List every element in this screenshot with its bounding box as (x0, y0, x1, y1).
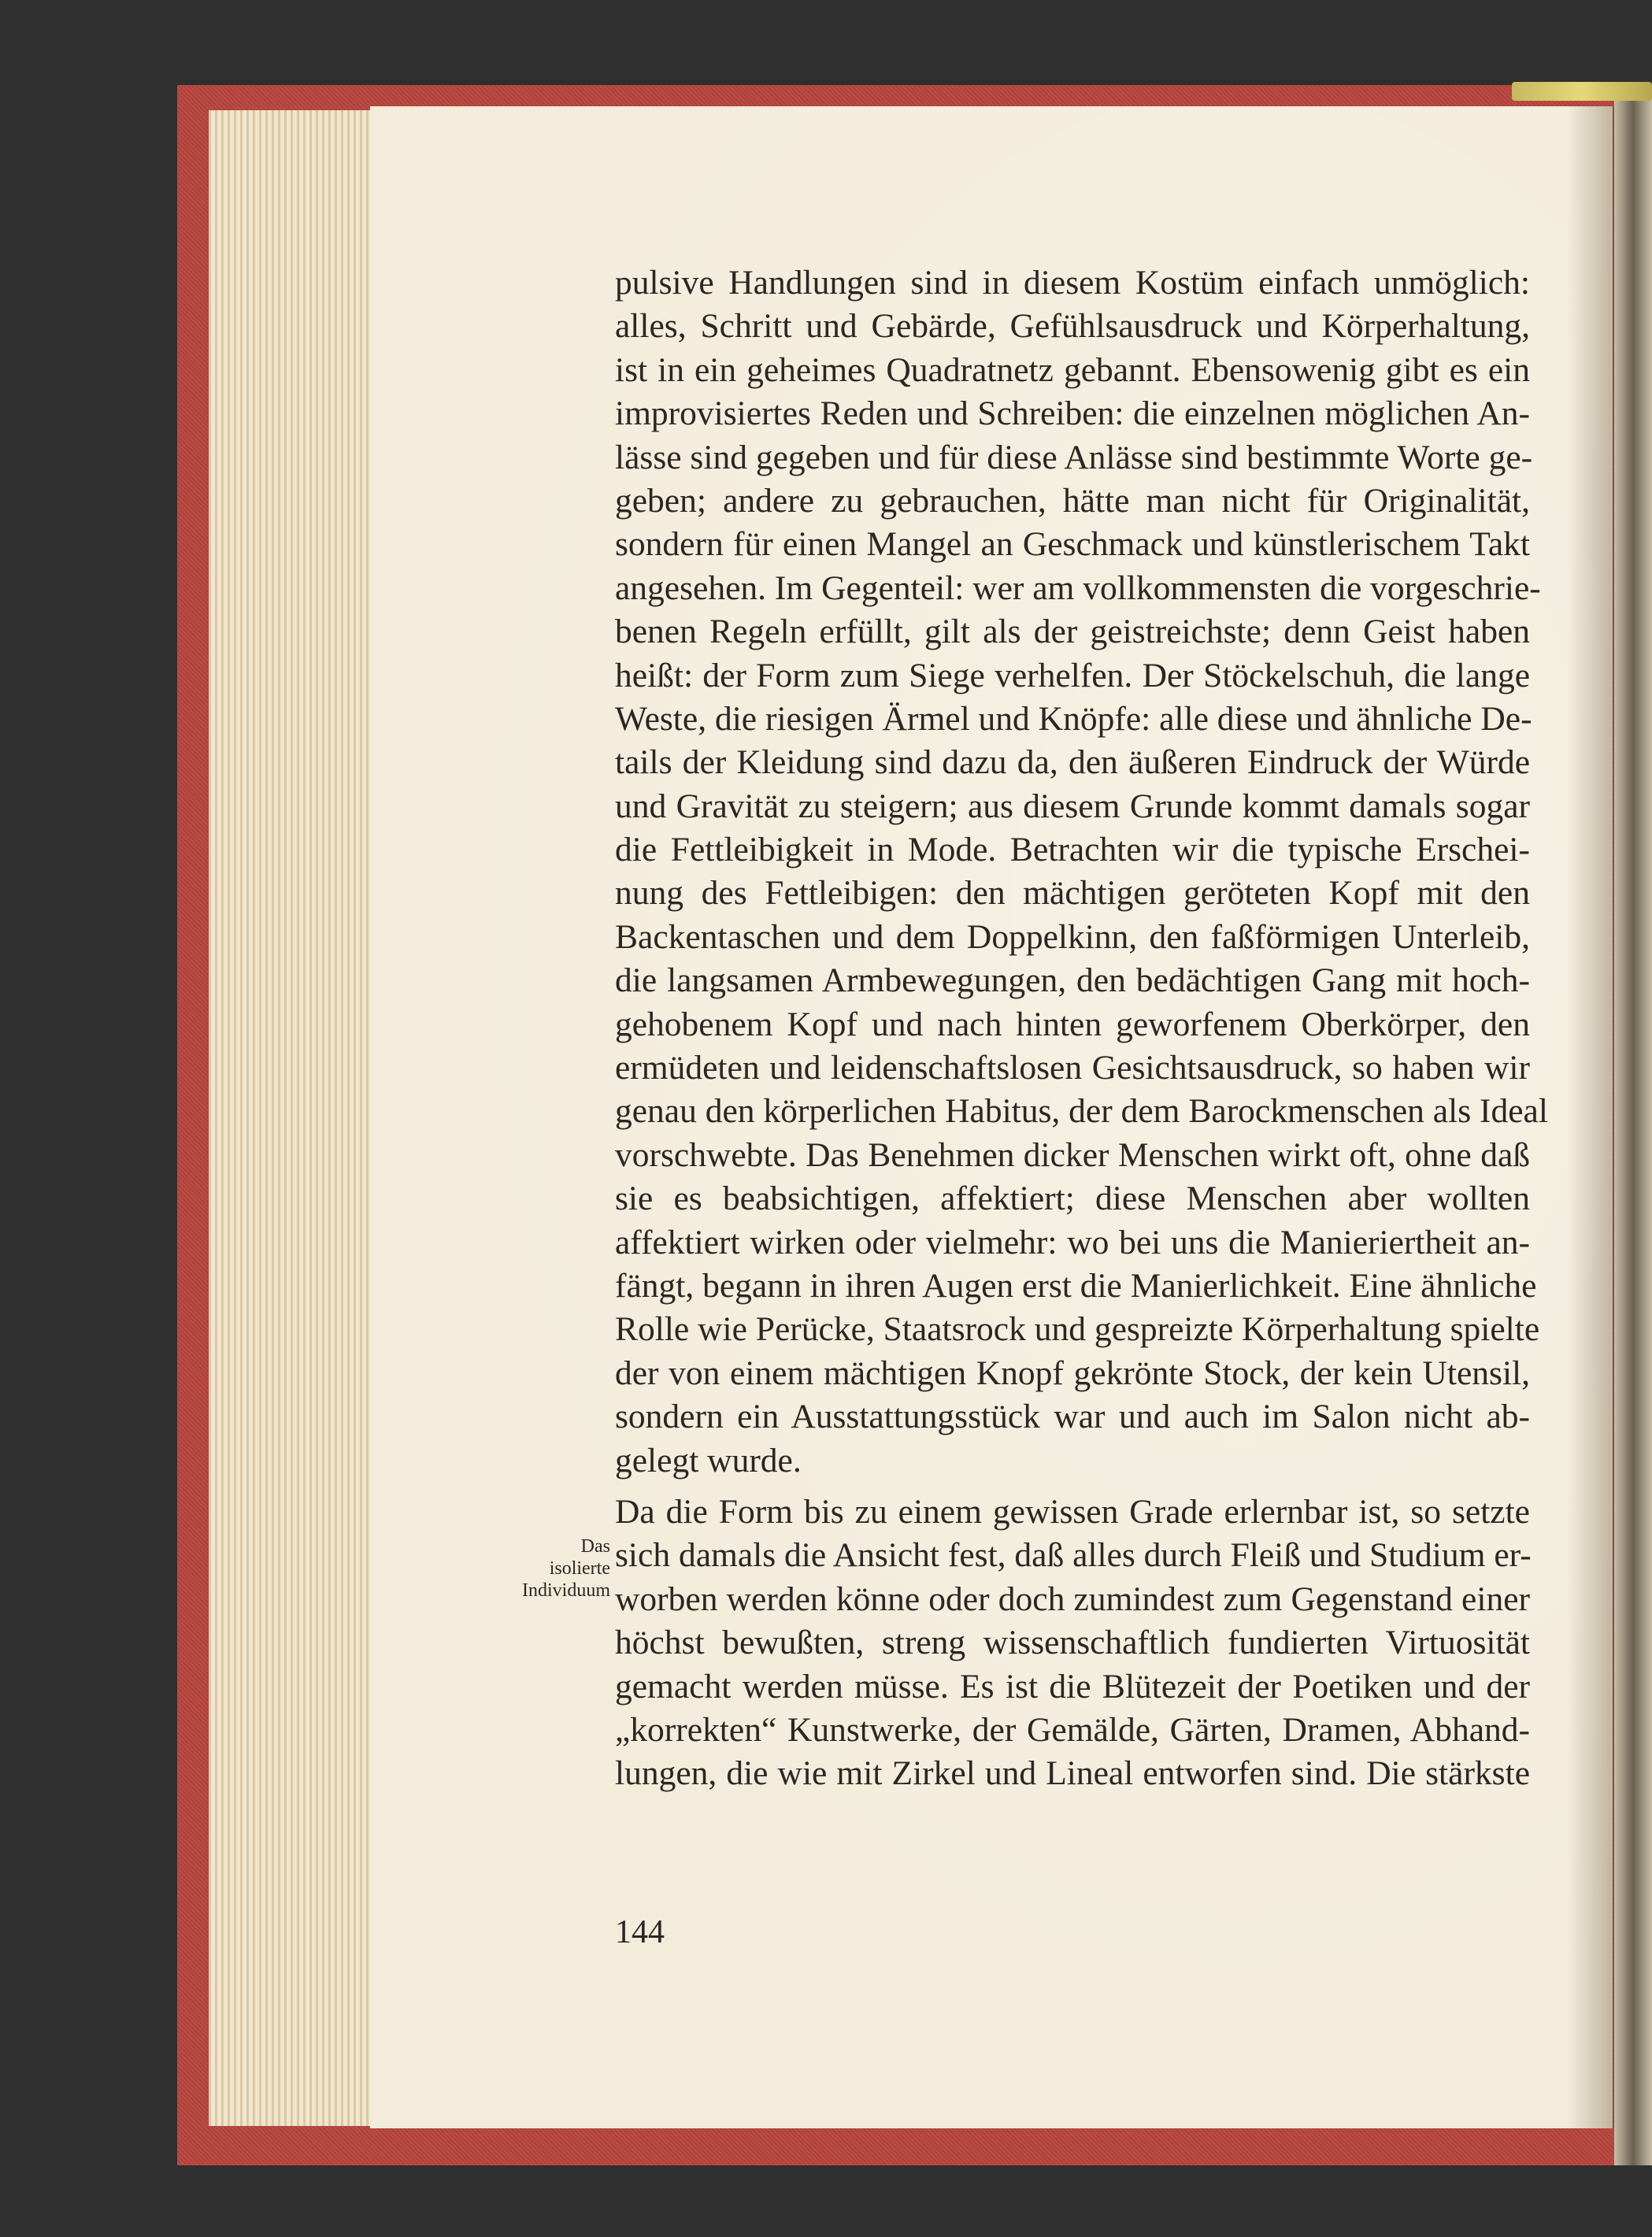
text-line: die langsamen Armbewegungen, den bedächtigen Gang mit hoch- (615, 961, 1530, 1000)
text-line: gehobenem Kopf und nach hinten geworfenem Oberkörper, den (615, 1005, 1530, 1043)
text-line: pulsive Handlungen sind in diesem Kostüm einfach unmöglich: (615, 264, 1530, 302)
text-line: Da die Form bis zu einem gewissen Grade erlernbar ist, so setzte (615, 1492, 1530, 1531)
margin-note-line: isolierte (549, 1558, 610, 1579)
text-line: die Fettleibigkeit in Mode. Betrachten wir die typische Erschei- (615, 831, 1530, 869)
text-line: Backentaschen und dem Doppelkinn, den faßförmigen Unterleib, (615, 917, 1530, 956)
text-line: gemacht werden müsse. Es ist die Blütezeit der Poetiken und der (615, 1667, 1530, 1706)
margin-note-line: Individuum (522, 1580, 610, 1601)
text-line: Rolle wie Perücke, Staatsrock und gespreizte Körperhaltung spielte (615, 1310, 1540, 1349)
margin-note-line: Das (580, 1536, 610, 1557)
page-gutter-shadow (1567, 106, 1614, 2128)
page-stack-edges (209, 110, 374, 2126)
text-line: fängt, begann in ihren Augen erst die Manierlichkeit. Eine ähnliche (615, 1266, 1537, 1305)
page-number: 144 (615, 1914, 665, 1950)
text-line: ist in ein geheimes Quadratnetz gebannt. Ebensowenig gibt es ein (615, 350, 1530, 389)
text-line: vorschwebte. Das Benehmen dicker Menschen wirkt oft, ohne daß (615, 1135, 1530, 1174)
text-line: der von einem mächtigen Knopf gekrönte Stock, der kein Utensil, (615, 1354, 1530, 1392)
text-line: gelegt wurde. (615, 1441, 802, 1480)
text-line: sie es beabsichtigen, affektiert; diese Menschen aber wollten (615, 1180, 1530, 1218)
bookmark-ribbon (1512, 82, 1652, 101)
text-line: Weste, die riesigen Ärmel und Knöpfe: alle diese und ähnliche De- (615, 699, 1532, 738)
text-line: affektiert wirken oder vielmehr: wo bei uns die Manieriertheit an- (615, 1223, 1530, 1261)
text-line: „korrekten“ Kunstwerke, der Gemälde, Gärten, Dramen, Abhand- (615, 1710, 1530, 1749)
paragraph-1 (615, 261, 1548, 1483)
text-line: sich damals die Ansicht fest, daß alles durch Fleiß und Studium er- (615, 1536, 1532, 1575)
text-line: sondern für einen Mangel an Geschmack und künstlerischem Takt (615, 525, 1530, 564)
text-line: sondern ein Ausstattungsstück war und auch im Salon nicht ab- (615, 1398, 1530, 1436)
text-line: tails der Kleidung sind dazu da, den äußeren Eindruck der Würde (615, 743, 1530, 782)
paragraph-2 (615, 1491, 1530, 1796)
facing-page-edge (1614, 85, 1652, 2165)
text-line: lungen, die wie mit Zirkel und Lineal entworfen sind. Die stärkste (615, 1754, 1530, 1793)
margin-note (441, 1535, 610, 1602)
text-line: höchst bewußten, streng wissenschaftlich fundierten Virtuosität (615, 1624, 1530, 1662)
text-line: benen Regeln erfüllt, gilt als der geistreichste; denn Geist haben (615, 613, 1530, 651)
text-line: lässe sind gegeben und für diese Anlässe sind bestimmte Worte ge- (615, 438, 1533, 476)
text-line: genau den körperlichen Habitus, der dem Barockmenschen als Ideal (615, 1092, 1548, 1131)
body-text (615, 261, 1548, 1796)
text-line: angesehen. Im Gegenteil: wer am vollkommensten die vorgeschrie- (615, 569, 1541, 607)
text-line: geben; andere zu gebrauchen, hätte man nicht für Originalität, (615, 481, 1530, 520)
text-line: alles, Schritt und Gebärde, Gefühlsausdruck und Körperhaltung, (615, 307, 1530, 346)
text-line: worben werden könne oder doch zumindest zum Gegenstand einer (615, 1580, 1530, 1618)
text-line: ermüdeten und leidenschaftslosen Gesichtsausdruck, so haben wir (615, 1049, 1530, 1087)
text-line: heißt: der Form zum Siege verhelfen. Der Stöckelschuh, die lange (615, 656, 1530, 694)
text-line: improvisiertes Reden und Schreiben: die einzelnen möglichen An- (615, 394, 1530, 433)
text-line: nung des Fettleibigen: den mächtigen geröteten Kopf mit den (615, 874, 1530, 913)
text-line: und Gravität zu steigern; aus diesem Grunde kommt damals sogar (615, 787, 1530, 825)
